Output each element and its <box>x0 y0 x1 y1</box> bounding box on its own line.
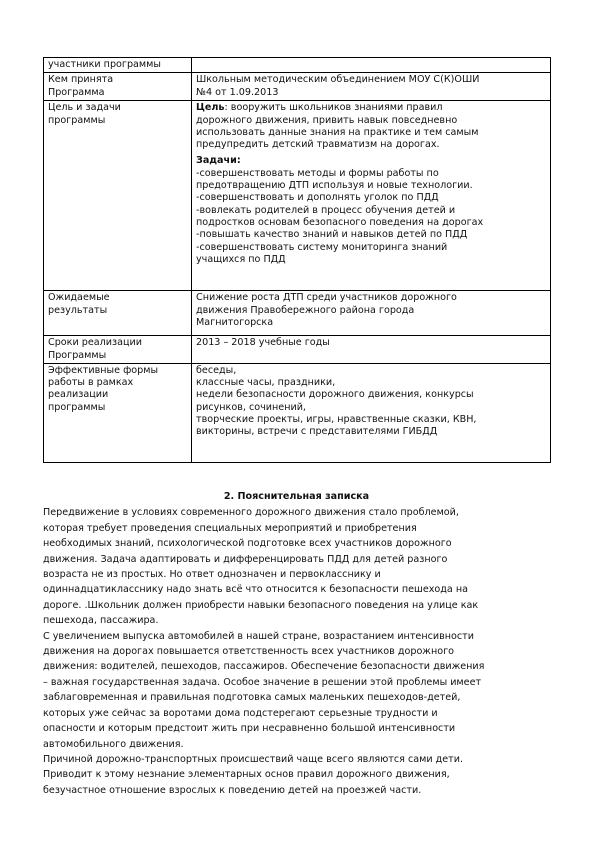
program-info-table <box>43 57 551 463</box>
cell-text: Цель и задачи <box>48 102 121 114</box>
task-item: подростков основам безопасного поведения на дорогах <box>196 216 484 228</box>
task-item: предотвращению ДТП используя и новые технологии. <box>196 180 473 192</box>
paragraph-line: автомобильного движения. <box>43 738 184 750</box>
cell-text: программы <box>48 114 106 126</box>
paragraph-line: которых уже сейчас за воротами дома подстерегают серьезные трудности и <box>43 707 438 719</box>
cell-text: Кем принята <box>48 74 114 86</box>
goal-text: : вооружить школьников знаниями правил <box>224 102 443 114</box>
cell-text: классные часы, праздники, <box>196 377 336 389</box>
paragraph-line: Приводит к этому незнание элементарных основ правил дорожного движения, <box>43 769 450 781</box>
paragraph-line: необходимых знаний, психологической подготовке всех участников дорожного <box>43 538 452 550</box>
cell-text: Программа <box>48 86 105 98</box>
cell-text: Магнитогорска <box>196 316 274 328</box>
task-item: -повышать качество знаний и навыков детей по ПДД <box>196 229 468 241</box>
paragraph-line: движения на дорогах повышается ответственность всех участников дорожного <box>43 646 455 658</box>
table-cell-key <box>44 336 192 364</box>
table-cell-value <box>192 363 551 462</box>
table-row <box>44 363 551 462</box>
table-cell-value <box>192 58 551 73</box>
goal-line <box>196 102 546 114</box>
paragraph-line: заблаговременная и правильная подготовка самых маленьких пешеходов-детей, <box>43 692 461 704</box>
paragraph-line: движения: водителей, пешеходов, пассажиров. Обеспечение безопасности движения <box>43 661 485 673</box>
goal-label: Цель <box>196 102 225 114</box>
table-row <box>44 336 551 364</box>
paragraph-line: – важная государственная задача. Особое значение в решении этой проблемы имеет <box>43 676 482 688</box>
cell-text: Ожидаемые <box>48 292 110 304</box>
cell-text: участники программы <box>48 59 161 70</box>
cell-text: Школьным методическим объединением МОУ С(К)ОШИ <box>196 74 480 86</box>
cell-text: №4 от 1.09.2013 <box>196 86 279 98</box>
cell-text: Программы <box>48 349 107 361</box>
cell-text: реализации <box>48 389 109 401</box>
task-item: -совершенствовать систему мониторинга знаний <box>196 241 448 253</box>
table-cell-value <box>192 73 551 101</box>
table-cell-key <box>44 363 192 462</box>
cell-text: дорожного движения, привить навык повседневно <box>196 114 458 126</box>
table-cell-key <box>44 73 192 101</box>
cell-text: беседы, <box>196 364 237 376</box>
explanatory-note <box>43 489 550 798</box>
paragraph-line: пешехода, пассажира. <box>43 615 159 627</box>
cell-text: Эффективные формы <box>48 364 159 376</box>
cell-text: творческие проекты, игры, нравственные сказки, КВН, <box>196 414 477 426</box>
table-row <box>44 58 551 73</box>
table-cell-value <box>192 101 551 291</box>
table-cell-value <box>192 336 551 364</box>
table-row <box>44 291 551 336</box>
section-title: 2. Пояснительная записка <box>223 491 370 502</box>
paragraph-line: которая требует проведения специальных мероприятий и приобретения <box>43 522 417 534</box>
task-item: -совершенствовать методы и формы работы по <box>196 167 439 179</box>
cell-text: рисунков, сочинений, <box>196 401 306 413</box>
cell-text: работы в рамках <box>48 377 134 389</box>
paragraph-line: безучастное отношение взрослых к поведению детей на проезжей части. <box>43 784 422 796</box>
tasks-label: Задачи: <box>196 155 241 167</box>
paragraph-line: движения. Задача адаптировать и дифференцировать ПДД для детей разного <box>43 553 448 565</box>
table-cell-key <box>44 101 192 291</box>
cell-text: недели безопасности дорожного движения, конкурсы <box>196 389 474 401</box>
paragraph-line: возраста не из простых. Но ответ однозначен и первокласснику и <box>43 569 381 581</box>
task-item: -совершенствовать и дополнять уголок по ПДД <box>196 192 439 204</box>
table-row <box>44 101 551 291</box>
cell-text: движения Правобережного района города <box>196 304 415 316</box>
table-row <box>44 73 551 101</box>
cell-text: предупредить детский травматизм на дорогах. <box>196 139 440 151</box>
cell-text: 2013 – 2018 учебные годы <box>196 337 330 349</box>
paragraph-line: Передвижение в условиях современного дорожного движения стало проблемой, <box>43 507 459 519</box>
paragraph-line: дороге. .Школьник должен приобрести навыки безопасного поведения на улице как <box>43 599 479 611</box>
paragraph-line: Причиной дорожно-транспортных происшествий чаще всего являются сами дети. <box>43 753 464 765</box>
cell-text: Сроки реализации <box>48 337 142 349</box>
cell-text: использовать данные знания на практике и тем самым <box>196 126 479 138</box>
task-item: -вовлекать родителей в процесс обучения детей и <box>196 204 456 216</box>
paragraph-line: С увеличением выпуска автомобилей в нашей стране, возрастанием интенсивности <box>43 630 474 642</box>
task-item: учащихся по ПДД <box>196 253 286 265</box>
cell-text: Снижение роста ДТП среди участников дорожного <box>196 292 457 304</box>
cell-text: программы <box>48 401 106 413</box>
table-cell-value <box>192 291 551 336</box>
cell-text: результаты <box>48 304 108 316</box>
paragraph-line: опасности и которым предстоит жить при несравненно большой интенсивности <box>43 723 456 735</box>
table-cell-key <box>44 58 192 73</box>
paragraph-line: одиннадцатикласснику надо знать всё что относится к безопасности пешехода на <box>43 584 468 596</box>
table-cell-key <box>44 291 192 336</box>
cell-text: викторины, встречи с представителями ГИБДД <box>196 426 438 438</box>
